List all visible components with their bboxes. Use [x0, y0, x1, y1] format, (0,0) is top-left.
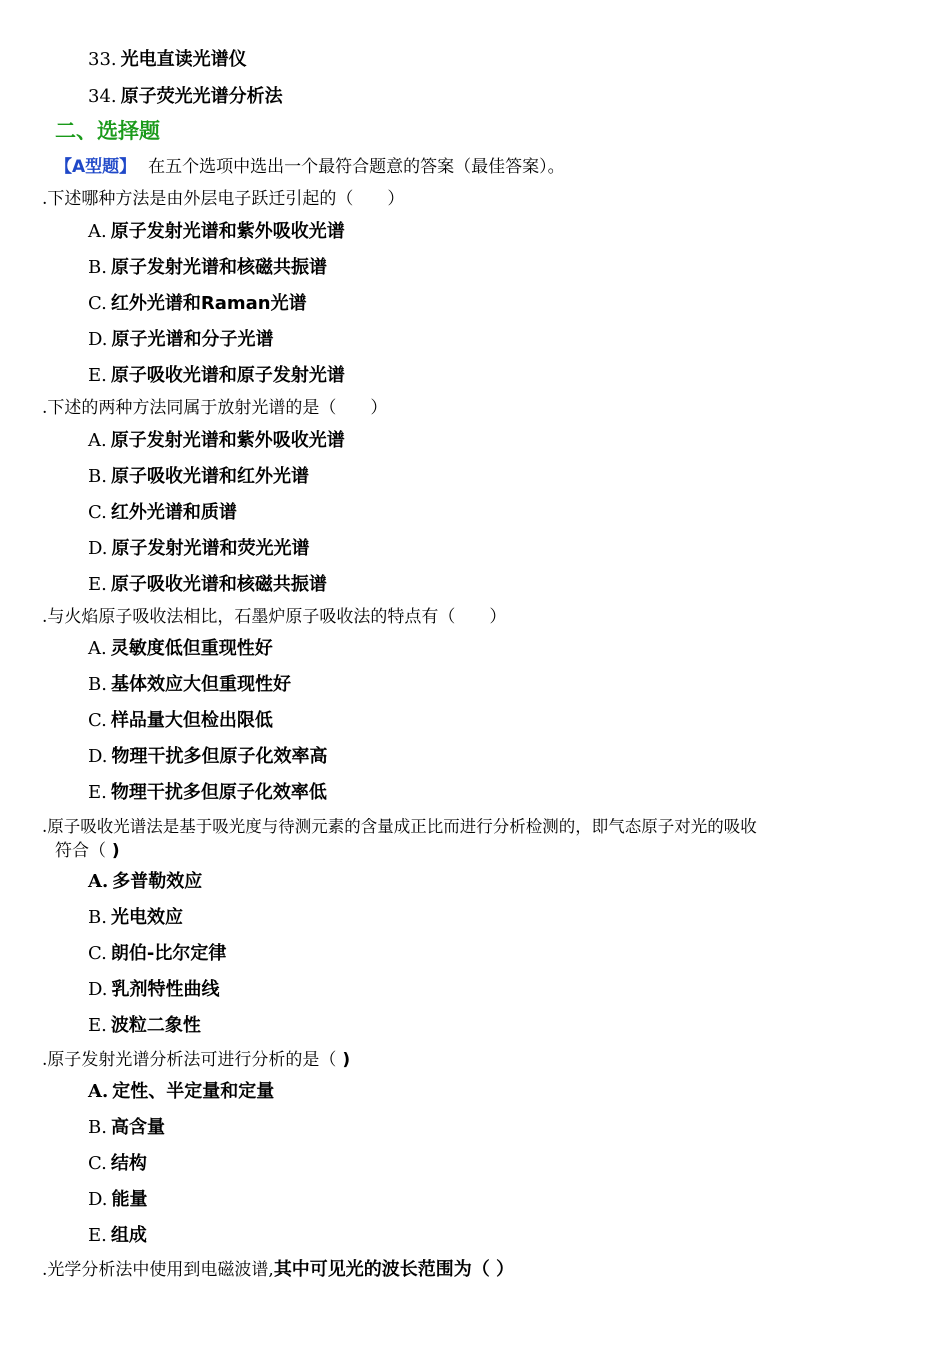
- item-text: 光电直读光谱仪: [120, 49, 247, 70]
- question-stem-6: .光学分析法中使用到电磁波谱,其中可见光的波长范围为（ ）: [42, 1259, 515, 1280]
- option-2-d: D. 原子发射光谱和荧光光谱: [88, 538, 310, 559]
- option-5-e: E. 组成: [88, 1225, 147, 1246]
- option-4-c: C. 朗伯-比尔定律: [88, 943, 227, 964]
- option-5-d: D. 能量: [88, 1189, 148, 1210]
- option-2-b: B. 原子吸收光谱和红外光谱: [88, 466, 309, 487]
- question-stem-1: .下述哪种方法是由外层电子跃迁引起的（ ）: [42, 189, 405, 209]
- option-4-e: E. 波粒二象性: [88, 1015, 201, 1036]
- option-4-b: B. 光电效应: [88, 907, 183, 928]
- option-1-e: E. 原子吸收光谱和原子发射光谱: [88, 365, 345, 386]
- section-title: 二、选择题: [55, 119, 160, 143]
- option-2-e: E. 原子吸收光谱和核磁共振谱: [88, 574, 327, 595]
- option-4-d: D. 乳剂特性曲线: [88, 979, 220, 1000]
- question-stem-5: .原子发射光谱分析法可进行分析的是（ ): [42, 1050, 351, 1070]
- option-3-e: E. 物理干扰多但原子化效率低: [88, 782, 327, 803]
- option-3-c: C. 样品量大但检出限低: [88, 710, 273, 731]
- question-type-line: [55, 156, 565, 178]
- option-3-d: D. 物理干扰多但原子化效率高: [88, 746, 328, 767]
- question-stem-3: .与火焰原子吸收法相比，石墨炉原子吸收法的特点有（ ）: [42, 607, 507, 627]
- list-item-33: [88, 48, 247, 72]
- question-stem-4: .原子吸收光谱法是基于吸光度与待测元素的含量成正比而进行分析检测的，即气态原子对光的吸收: [42, 817, 757, 836]
- question-type-tag: 【A型题】: [55, 157, 137, 177]
- option-3-b: B. 基体效应大但重现性好: [88, 674, 291, 695]
- item-number: 33.: [88, 49, 117, 70]
- option-3-a: A. 灵敏度低但重现性好: [88, 638, 273, 659]
- option-1-b: B. 原子发射光谱和核磁共振谱: [88, 257, 327, 278]
- option-5-a: A. 定性、半定量和定量: [88, 1081, 275, 1102]
- option-2-c: C. 红外光谱和质谱: [88, 502, 237, 523]
- item-number: 34.: [88, 86, 117, 107]
- option-5-c: C. 结构: [88, 1153, 147, 1174]
- option-1-c: C. 红外光谱和Raman光谱: [88, 293, 307, 314]
- option-1-a: A. 原子发射光谱和紫外吸收光谱: [88, 221, 345, 242]
- question-stem-2: .下述的两种方法同属于放射光谱的是（ ）: [42, 398, 388, 418]
- item-text: 原子荧光光谱分析法: [120, 86, 283, 107]
- question-stem-4-cont: 符合（ ): [55, 841, 120, 861]
- option-2-a: A. 原子发射光谱和紫外吸收光谱: [88, 430, 345, 451]
- option-5-b: B. 高含量: [88, 1117, 165, 1138]
- option-4-a: A. 多普勒效应: [88, 871, 203, 892]
- question-type-desc: 在五个选项中选出一个最符合题意的答案（最佳答案）。: [148, 157, 565, 177]
- list-item-34: [88, 85, 283, 109]
- option-1-d: D. 原子光谱和分子光谱: [88, 329, 274, 350]
